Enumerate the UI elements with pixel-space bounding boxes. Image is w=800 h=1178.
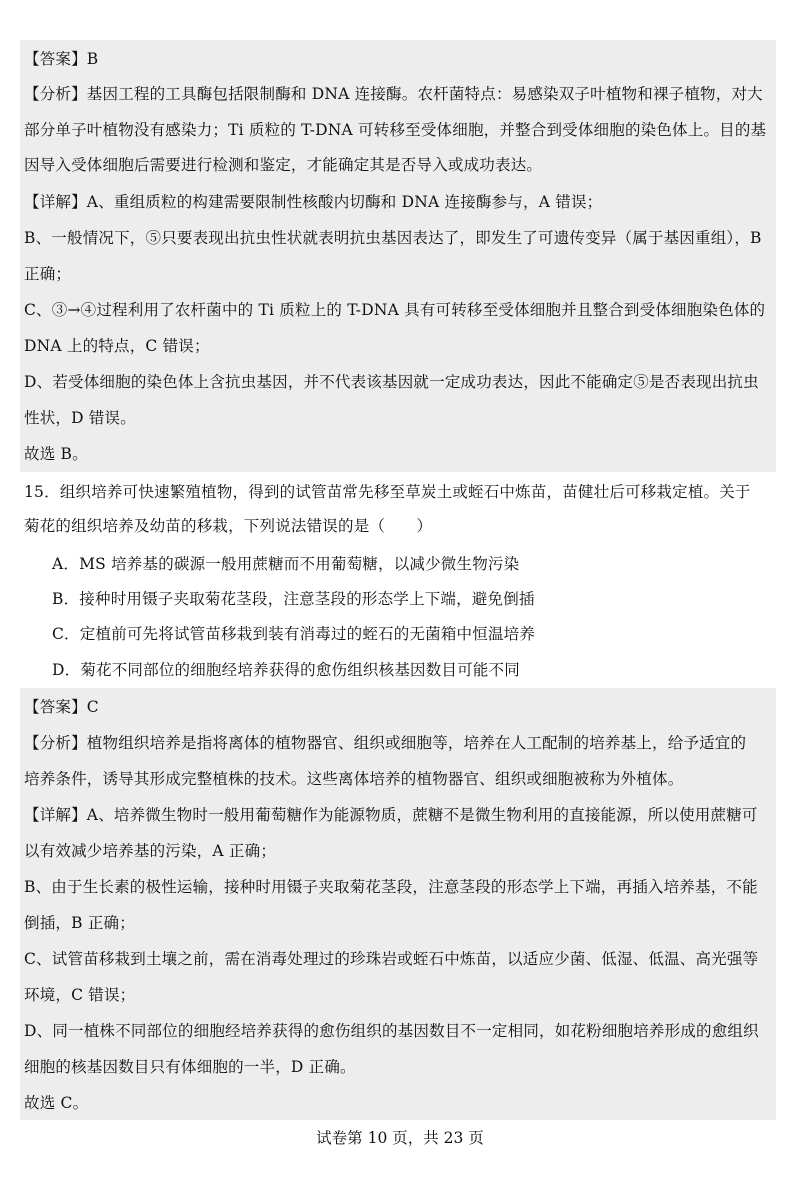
conclusion-line: 故选 C。	[24, 1094, 89, 1112]
detail-line: D、若受体细胞的染色体上含抗虫基因，并不代表该基因就一定成功表达，因此不能确定⑤是否表现出抗虫	[24, 373, 759, 391]
question-stem: 15．组织培养可快速繁殖植物，得到的试管苗常先移至草炭土或蛭石中炼苗，苗健壮后可移栽定植。关于	[24, 483, 751, 501]
detail-line: 【详解】A、重组质粒的构建需要限制性核酸内切酶和 DNA 连接酶参与，A 错误；	[24, 193, 603, 211]
detail-line: 【详解】A、培养微生物时一般用葡萄糖作为能源物质，蔗糖不是微生物利用的直接能源，所以使用蔗糖可	[24, 806, 758, 824]
analysis-line: 因导入受体细胞后需要进行检测和鉴定，才能确定其是否导入或成功表达。	[24, 156, 543, 174]
detail-line: 细胞的核基因数目只有体细胞的一半，D 正确。	[24, 1058, 356, 1076]
detail-line: B、由于生长素的极性运输，接种时用镊子夹取菊花茎段，注意茎段的形态学上下端，再插入培养基，不能	[24, 878, 758, 896]
conclusion-line: 故选 B。	[24, 445, 88, 463]
detail-line: 环境，C 错误；	[24, 986, 136, 1004]
question-stem: 菊花的组织培养及幼苗的移栽，下列说法错误的是（ ）	[24, 517, 433, 535]
answer-label-line: 【答案】C	[24, 698, 99, 716]
detail-line: 性状，D 错误。	[24, 409, 136, 427]
detail-line: C、③→④过程利用了农杆菌中的 Ti 质粒上的 T-DNA 具有可转移至受体细胞并且整合到受体细胞染色体的	[24, 301, 766, 319]
option-b: B．接种时用镊子夹取菊花茎段，注意茎段的形态学上下端，避免倒插	[52, 590, 535, 608]
analysis-line: 部分单子叶植物没有感染力；Ti 质粒的 T-DNA 可转移至受体细胞，并整合到受体细胞的染色体上。目的基	[24, 121, 767, 139]
detail-line: B、一般情况下，⑤只要表现出抗虫性状就表明抗虫基因表达了，即发生了可遗传变异（属于基因重组），B	[24, 229, 762, 247]
option-c: C．定植前可先将试管苗移栽到装有消毒过的蛭石的无菌箱中恒温培养	[52, 625, 536, 643]
option-d: D．菊花不同部位的细胞经培养获得的愈伤组织核基因数目可能不同	[52, 661, 520, 679]
analysis-line: 培养条件，诱导其形成完整植株的技术。这些离体培养的植物器官、组织或细胞被称为外植体。	[24, 770, 684, 788]
detail-line: DNA 上的特点，C 错误；	[24, 337, 210, 355]
detail-line: 正确；	[24, 265, 72, 283]
detail-line: D、同一植株不同部位的细胞经培养获得的愈伤组织的基因数目不一定相同，如花粉细胞培养形成的愈组织	[24, 1022, 759, 1040]
analysis-line: 【分析】基因工程的工具酶包括限制酶和 DNA 连接酶。农杆菌特点：易感染双子叶植物和裸子植物，对大	[24, 85, 763, 103]
answer-label-line: 【答案】B	[24, 50, 99, 68]
detail-line: C、试管苗移栽到土壤之前，需在消毒处理过的珍珠岩或蛭石中炼苗，以适应少菌、低湿、低温、高光强等	[24, 950, 759, 968]
page-footer: 试卷第 10 页，共 23 页	[316, 1129, 484, 1147]
analysis-line: 【分析】植物组织培养是指将离体的植物器官、组织或细胞等，培养在人工配制的培养基上，给予适宜的	[24, 734, 747, 752]
detail-line: 倒插，B 正确；	[24, 914, 135, 932]
option-a: A．MS 培养基的碳源一般用蔗糖而不用葡萄糖，以减少微生物污染	[52, 555, 520, 573]
detail-line: 以有效减少培养基的污染，A 正确；	[24, 842, 277, 860]
